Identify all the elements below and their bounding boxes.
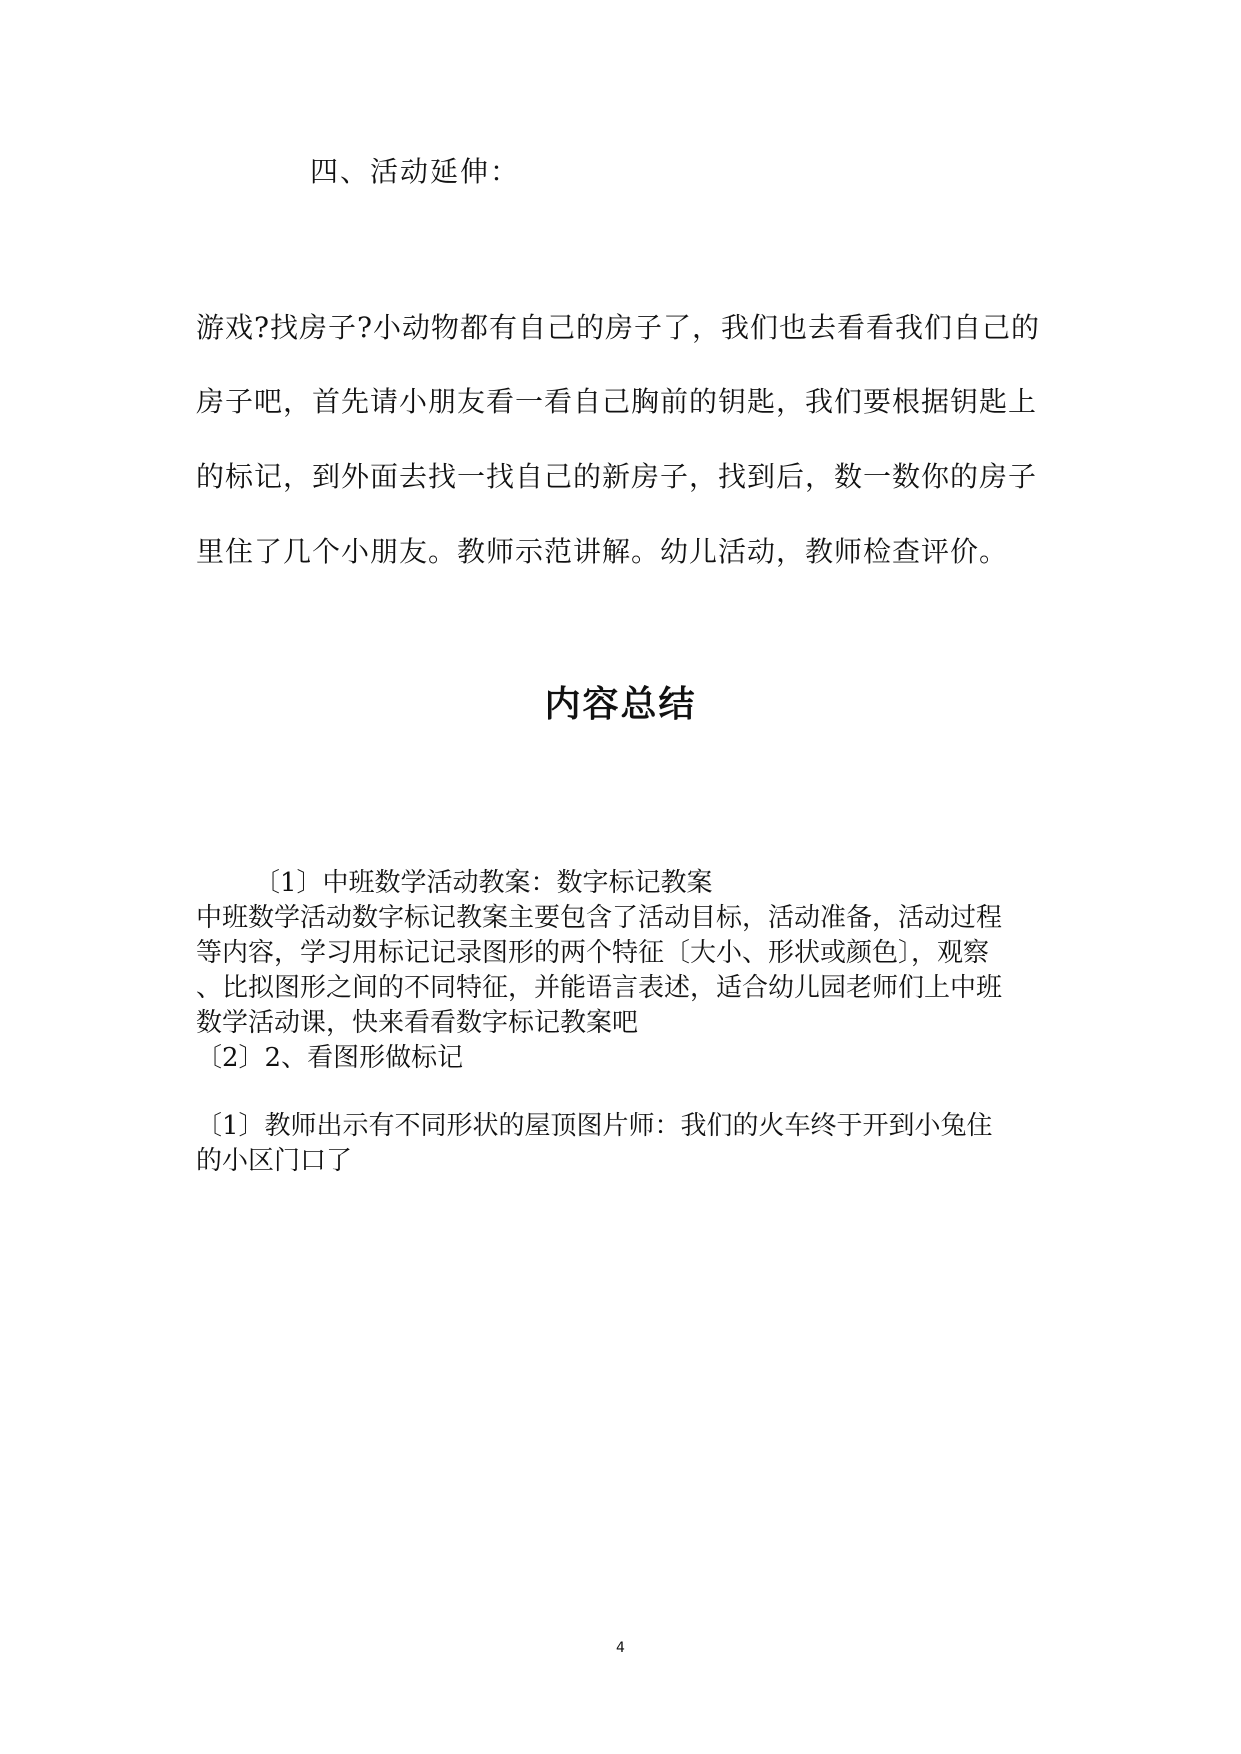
paragraph-line: 的标记，到外面去找一找自己的新房子，找到后，数一数你的房子 — [196, 460, 1038, 493]
summary-line: 〔2〕2、看图形做标记 — [196, 1043, 464, 1073]
summary-line: 〔1〕中班数学活动教案：数字标记教案 — [254, 868, 713, 898]
section-heading: 四、活动延伸： — [310, 155, 521, 188]
paragraph-line: 房子吧，首先请小朋友看一看自己胸前的钥匙，我们要根据钥匙上 — [196, 385, 1038, 418]
summary-line: 〔1〕教师出示有不同形状的屋顶图片师：我们的火车终于开到小兔住 — [196, 1111, 993, 1141]
summary-line: 数学活动课，快来看看数字标记教案吧 — [196, 1008, 639, 1038]
summary-title: 内容总结 — [544, 684, 697, 725]
paragraph-line: 游戏?找房子?小动物都有自己的房子了，我们也去看看我们自己的 — [196, 311, 1041, 344]
page-number: 4 — [616, 1640, 625, 1656]
summary-line: 中班数学活动数字标记教案主要包含了活动目标，活动准备，活动过程 — [196, 903, 1003, 933]
summary-line: 、比拟图形之间的不同特征，并能语言表述，适合幼儿园老师们上中班 — [196, 973, 1003, 1003]
summary-line: 的小区门口了 — [196, 1146, 353, 1176]
paragraph-line: 里住了几个小朋友。教师示范讲解。幼儿活动，教师检查评价。 — [196, 535, 1009, 568]
summary-line: 等内容，学习用标记记录图形的两个特征〔大小、形状或颜色〕，观察 — [196, 938, 990, 968]
